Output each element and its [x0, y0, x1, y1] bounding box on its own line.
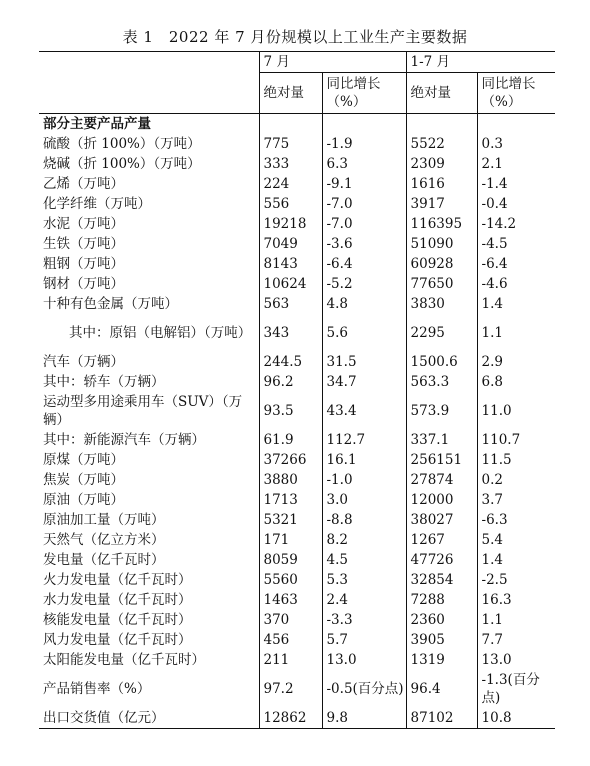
ytd-abs-value: 27874 — [406, 470, 477, 490]
row-label: 钢材（万吨） — [43, 276, 124, 292]
row-label: 原油加工量（万吨） — [43, 512, 165, 528]
table-row — [39, 630, 555, 650]
ytd-yoy-value: 10.8 — [477, 708, 555, 729]
july-abs-value: 93.5 — [259, 392, 322, 430]
table-row — [39, 234, 555, 254]
ytd-abs-value: 77650 — [406, 274, 477, 294]
july-abs-value: 171 — [259, 530, 322, 550]
ytd-yoy-value: -6.4 — [477, 254, 555, 274]
table-row — [39, 194, 555, 214]
july-yoy-value: 6.3 — [322, 154, 406, 174]
ytd-yoy-value: 3.7 — [477, 490, 555, 510]
ytd-yoy-value: 7.7 — [477, 630, 555, 650]
ytd-yoy-value: 11.0 — [477, 392, 555, 430]
table-row — [39, 470, 555, 490]
table-row — [39, 154, 555, 174]
july-abs-value: 37266 — [259, 450, 322, 470]
july-yoy-value: 13.0 — [322, 650, 406, 670]
ytd-abs-value: 2309 — [406, 154, 477, 174]
row-label: 天然气（亿立方米） — [43, 532, 165, 548]
july-abs-value: 211 — [259, 650, 322, 670]
row-label: 火力发电量（亿千瓦时） — [43, 572, 192, 588]
ytd-abs-value: 1267 — [406, 530, 477, 550]
ytd-abs-value: 3830 — [406, 294, 477, 314]
ytd-abs-value: 7288 — [406, 590, 477, 610]
row-label: 其中：原铝（电解铝）（万吨） — [69, 325, 252, 341]
row-label: 汽车（万辆） — [43, 354, 124, 370]
july-yoy-value: -7.0 — [322, 214, 406, 234]
july-abs-value: 19218 — [259, 214, 322, 234]
ytd-yoy-value: -4.5 — [477, 234, 555, 254]
table-row — [39, 490, 555, 510]
ytd-yoy-value: -0.4 — [477, 194, 555, 214]
row-label: 原油（万吨） — [43, 492, 124, 508]
july-abs-value: 1713 — [259, 490, 322, 510]
row-label: 焦炭（万吨） — [43, 472, 124, 488]
july-yoy-value: 4.8 — [322, 294, 406, 314]
table-row — [39, 450, 555, 470]
header-jan-jul: 1-7 月 — [406, 52, 555, 73]
july-abs-value: 8143 — [259, 254, 322, 274]
july-yoy-value: -0.5(百分点) — [322, 670, 406, 708]
ytd-yoy-value: 2.9 — [477, 352, 555, 372]
july-abs-value: 333 — [259, 154, 322, 174]
july-yoy-value: 2.4 — [322, 590, 406, 610]
ytd-yoy-value: 1.4 — [477, 550, 555, 570]
header-july: 7 月 — [259, 52, 406, 73]
ytd-abs-value: 1616 — [406, 174, 477, 194]
ytd-abs-value: 32854 — [406, 570, 477, 590]
ytd-yoy-value: 11.5 — [477, 450, 555, 470]
july-abs-value: 370 — [259, 610, 322, 630]
table-row — [39, 590, 555, 610]
ytd-yoy-value: -14.2 — [477, 214, 555, 234]
table-row — [39, 294, 555, 314]
ytd-abs-value: 116395 — [406, 214, 477, 234]
july-yoy-value: -1.9 — [322, 134, 406, 154]
july-yoy-value: 5.7 — [322, 630, 406, 650]
industrial-production-table — [39, 51, 555, 729]
ytd-abs-value: 12000 — [406, 490, 477, 510]
ytd-yoy-value: 6.8 — [477, 372, 555, 392]
july-abs-value: 97.2 — [259, 670, 322, 708]
july-abs-value: 556 — [259, 194, 322, 214]
row-label: 核能发电量（亿千瓦时） — [43, 612, 192, 628]
table-row — [39, 708, 555, 729]
row-label: 原煤（万吨） — [43, 452, 124, 468]
july-yoy-value: 43.4 — [322, 392, 406, 430]
row-label: 水力发电量（亿千瓦时） — [43, 592, 192, 608]
ytd-abs-value: 337.1 — [406, 430, 477, 450]
july-yoy-value: 9.8 — [322, 708, 406, 729]
row-label: 乙烯（万吨） — [43, 176, 124, 192]
table-row — [39, 650, 555, 670]
ytd-yoy-value: -6.3 — [477, 510, 555, 530]
ytd-abs-value: 3905 — [406, 630, 477, 650]
header-row-metrics — [39, 73, 555, 114]
july-yoy-value: -7.0 — [322, 194, 406, 214]
july-yoy-value: 8.2 — [322, 530, 406, 550]
ytd-abs-value: 1319 — [406, 650, 477, 670]
july-yoy-value: 16.1 — [322, 450, 406, 470]
row-label: 其中：轿车（万辆） — [43, 374, 165, 390]
ytd-yoy-value: -1.3(百分点) — [477, 670, 555, 708]
july-abs-value: 5560 — [259, 570, 322, 590]
july-abs-value: 563 — [259, 294, 322, 314]
july-yoy-value: -1.0 — [322, 470, 406, 490]
row-label: 出口交货值（亿元） — [39, 708, 259, 729]
table-row — [39, 670, 555, 708]
ytd-yoy-value: 0.3 — [477, 134, 555, 154]
row-label: 硫酸（折 100%）（万吨） — [43, 136, 201, 152]
july-abs-value: 61.9 — [259, 430, 322, 450]
july-yoy-value: -6.4 — [322, 254, 406, 274]
july-abs-value: 244.5 — [259, 352, 322, 372]
section-cell — [259, 114, 322, 135]
ytd-yoy-value: 1.1 — [477, 610, 555, 630]
july-yoy-value: 34.7 — [322, 372, 406, 392]
row-label: 其中：新能源汽车（万辆） — [43, 432, 205, 448]
row-label: 产品销售率（%） — [43, 681, 151, 697]
ytd-abs-value: 563.3 — [406, 372, 477, 392]
header-blank — [39, 52, 259, 73]
table-row — [39, 530, 555, 550]
july-abs-value: 3880 — [259, 470, 322, 490]
row-label: 太阳能发电量（亿千瓦时） — [43, 652, 205, 668]
july-yoy-value: 5.6 — [322, 314, 406, 352]
header-ytd-abs: 绝对量 — [406, 73, 477, 114]
row-label: 化学纤维（万吨） — [43, 196, 151, 212]
ytd-abs-value: 60928 — [406, 254, 477, 274]
ytd-abs-value: 3917 — [406, 194, 477, 214]
row-label: 发电量（亿千瓦时） — [43, 552, 165, 568]
row-label: 运动型多用途乘用车（SUV）（万辆） — [43, 394, 243, 428]
july-yoy-value: -3.3 — [322, 610, 406, 630]
ytd-abs-value: 38027 — [406, 510, 477, 530]
july-yoy-value: 4.5 — [322, 550, 406, 570]
july-yoy-value: -9.1 — [322, 174, 406, 194]
ytd-yoy-value: 1.1 — [477, 314, 555, 352]
section-row — [39, 114, 555, 135]
table-row — [39, 134, 555, 154]
july-yoy-value: 5.3 — [322, 570, 406, 590]
july-abs-value: 5321 — [259, 510, 322, 530]
ytd-yoy-value: 0.2 — [477, 470, 555, 490]
july-yoy-value: 31.5 — [322, 352, 406, 372]
section-cell — [322, 114, 406, 135]
table-row — [39, 254, 555, 274]
july-abs-value: 10624 — [259, 274, 322, 294]
ytd-yoy-value: 1.4 — [477, 294, 555, 314]
table-row — [39, 430, 555, 450]
table-row — [39, 274, 555, 294]
table-row — [39, 550, 555, 570]
table-row — [39, 610, 555, 630]
header-row-periods — [39, 52, 555, 73]
ytd-abs-value: 573.9 — [406, 392, 477, 430]
ytd-yoy-value: 16.3 — [477, 590, 555, 610]
ytd-yoy-value: -2.5 — [477, 570, 555, 590]
ytd-abs-value: 5522 — [406, 134, 477, 154]
ytd-abs-value: 2360 — [406, 610, 477, 630]
july-abs-value: 7049 — [259, 234, 322, 254]
table-row — [39, 570, 555, 590]
row-label: 生铁（万吨） — [43, 236, 124, 252]
table-row — [39, 392, 555, 430]
row-label: 水泥（万吨） — [43, 216, 124, 232]
header-blank-2 — [39, 73, 259, 114]
july-abs-value: 456 — [259, 630, 322, 650]
ytd-abs-value: 96.4 — [406, 670, 477, 708]
table-row — [39, 214, 555, 234]
ytd-abs-value: 2295 — [406, 314, 477, 352]
ytd-yoy-value: -1.4 — [477, 174, 555, 194]
july-abs-value: 343 — [259, 314, 322, 352]
july-yoy-value: -5.2 — [322, 274, 406, 294]
section-cell — [406, 114, 477, 135]
july-abs-value: 775 — [259, 134, 322, 154]
ytd-yoy-value: 5.4 — [477, 530, 555, 550]
table-row — [39, 314, 555, 352]
row-label: 粗钢（万吨） — [43, 256, 124, 272]
july-abs-value: 8059 — [259, 550, 322, 570]
ytd-yoy-value: 110.7 — [477, 430, 555, 450]
july-yoy-value: -3.6 — [322, 234, 406, 254]
ytd-abs-value: 1500.6 — [406, 352, 477, 372]
table-row — [39, 510, 555, 530]
july-abs-value: 96.2 — [259, 372, 322, 392]
ytd-abs-value: 256151 — [406, 450, 477, 470]
row-label: 烧碱（折 100%）（万吨） — [43, 156, 201, 172]
ytd-yoy-value: -4.6 — [477, 274, 555, 294]
july-abs-value: 1463 — [259, 590, 322, 610]
header-ytd-yoy: 同比增长（%） — [477, 73, 555, 114]
section-title: 部分主要产品产量 — [43, 116, 151, 132]
ytd-abs-value: 87102 — [406, 708, 477, 729]
july-yoy-value: 3.0 — [322, 490, 406, 510]
section-cell — [477, 114, 555, 135]
ytd-abs-value: 47726 — [406, 550, 477, 570]
header-july-yoy: 同比增长（%） — [322, 73, 406, 114]
table-title: 表 1 2022 年 7 月份规模以上工业生产主要数据 — [122, 28, 468, 46]
july-abs-value: 12862 — [259, 708, 322, 729]
row-label: 十种有色金属（万吨） — [43, 296, 178, 312]
header-july-abs: 绝对量 — [259, 73, 322, 114]
ytd-yoy-value: 13.0 — [477, 650, 555, 670]
july-abs-value: 224 — [259, 174, 322, 194]
ytd-yoy-value: 2.1 — [477, 154, 555, 174]
table-row — [39, 174, 555, 194]
july-yoy-value: -8.8 — [322, 510, 406, 530]
table-row — [39, 352, 555, 372]
table-row — [39, 372, 555, 392]
ytd-abs-value: 51090 — [406, 234, 477, 254]
july-yoy-value: 112.7 — [322, 430, 406, 450]
row-label: 风力发电量（亿千瓦时） — [43, 632, 192, 648]
